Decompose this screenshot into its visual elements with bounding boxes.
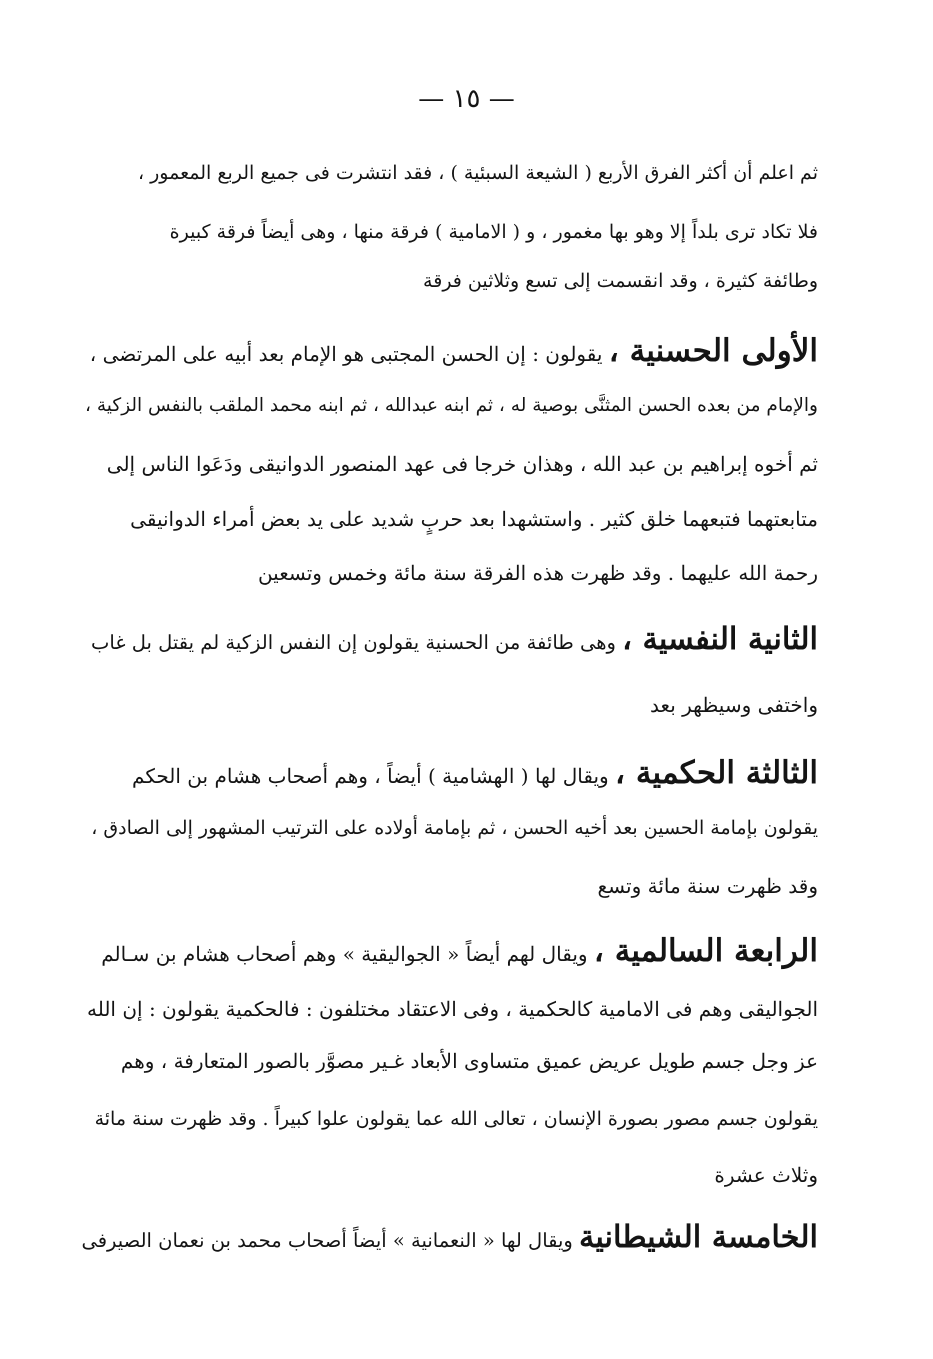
text-line: عز وجل جسم طويل عريض عميق متساوى الأبعاد غـير مصوَّر بالصور المتعارفة ، وهم	[120, 1049, 818, 1073]
section-heading: الثالثة الحكمية ،	[615, 755, 818, 791]
text-line: وقد ظهرت سنة مائة وتسع	[597, 874, 818, 898]
section-heading: الثانية النفسية ،	[622, 621, 818, 657]
section-line	[78, 333, 818, 369]
text-line: والإمام من بعده الحسن المثنَّى بوصية له ، ثم ابنه عبدالله ، ثم ابنه محمد الملقب بالنفس الزكية ،	[85, 395, 818, 416]
text-line: وثلاث عشرة	[714, 1163, 818, 1187]
text-line: الجواليقى وهم فى الامامية كالحكمية ، وفى الاعتقاد مختلفون : فالحكمية يقولون : إن الله	[86, 997, 818, 1021]
section-heading: الخامسة الشيطانية	[579, 1219, 818, 1255]
section-heading: الرابعة السالمية ،	[593, 933, 818, 969]
section-line	[78, 755, 818, 791]
section-text: ويقال لها ( الهشامية ) أيضاً ، وهم أصحاب هشام بن الحكم	[132, 764, 616, 788]
text-line: وطائفة كثيرة ، وقد انقسمت إلى تسع وثلاثين فرقة	[423, 270, 818, 292]
section-line	[78, 933, 818, 969]
section-heading: الأولى الحسنية ،	[608, 333, 818, 369]
section-text: يقولون : إن الحسن المجتبى هو الإمام بعد أبيه على المرتضى ،	[89, 342, 609, 366]
text-line: ثم أخوه إبراهيم بن عبد الله ، وهذان خرجا فى عهد المنصور الدوانيقى ودَعَوا الناس إلى	[106, 452, 818, 476]
text-line: يقولون بإمامة الحسين بعد أخيه الحسن ، ثم بإمامة أولاده على الترتيب المشهور إلى الصادق ،	[91, 817, 818, 839]
text-line: رحمة الله عليهما . وقد ظهرت هذه الفرقة سنة مائة وخمس وتسعين	[257, 561, 818, 585]
text-line: متابعتهما فتبعهما خلق كثير . واستشهدا بعد حربٍ شديد على يد بعض أمراء الدوانيقى	[130, 507, 818, 531]
section-text: وهى طائفة من الحسنية يقولون إن النفس الزكية لم يقتل بل غاب	[91, 631, 623, 654]
text-line: يقولون جسم مصور بصورة الإنسان ، تعالى الله عما يقولون علوا كبيراً . وقد ظهرت سنة مائة	[94, 1108, 818, 1130]
section-text: ويقال لها « النعمانية » أيضاً أصحاب محمد بن نعمان الصيرفى	[81, 1229, 580, 1252]
section-line	[78, 621, 818, 658]
text-line: ثم اعلم أن أكثر الفرق الأربع ( الشيعة السبئية ) ، فقد انتشرت فى جميع الربع المعمور ،	[137, 162, 818, 184]
page-number: — ١٥ —	[418, 84, 515, 114]
section-line	[78, 1219, 818, 1256]
text-line: واختفى وسيظهر بعد	[650, 693, 818, 717]
section-text: ويقال لهم أيضاً « الجواليقية » وهم أصحاب هشام بن سـالم	[101, 942, 594, 966]
text-line: فلا تكاد ترى بلداً إلا وهو بها مغمور ، و ( الامامية ) فرقة منها ، وهى أيضاً فرقة كبيرة	[169, 221, 818, 243]
